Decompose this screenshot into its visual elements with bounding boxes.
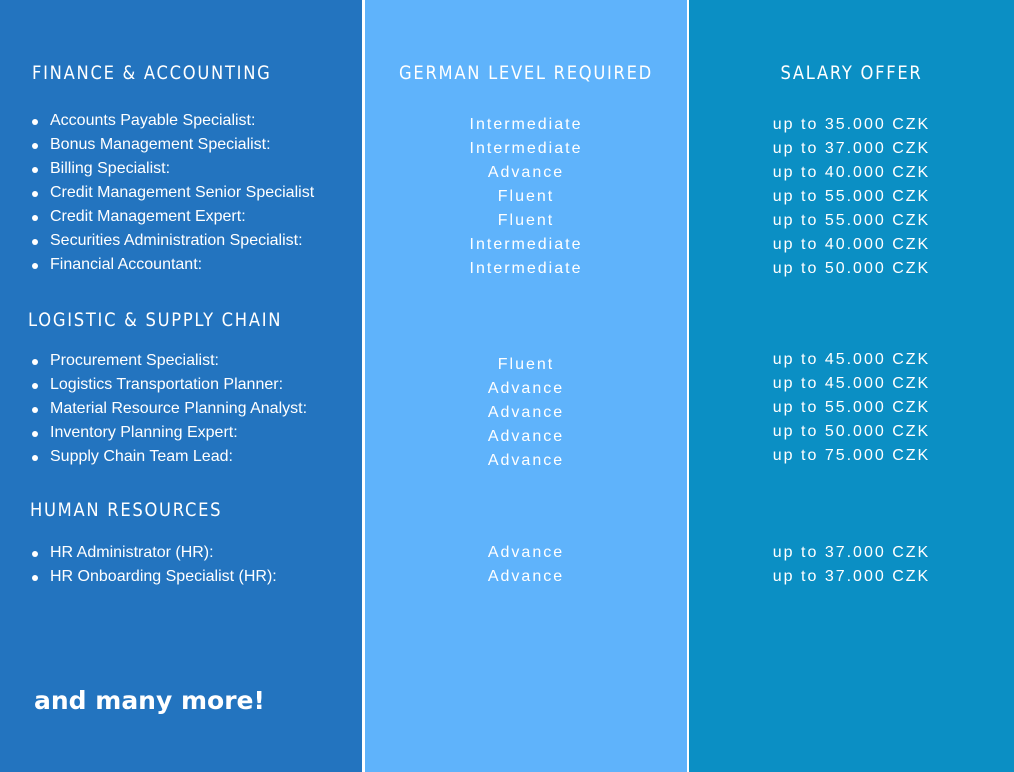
list-item: Billing Specialist: xyxy=(28,157,314,181)
list-item: up to 45.000 CZK xyxy=(772,351,931,368)
list-item: up to 55.000 CZK xyxy=(772,188,931,205)
logistic-heading: LOGISTIC & SUPPLY CHAIN xyxy=(28,309,283,331)
list-item: up to 45.000 CZK xyxy=(772,375,931,392)
finance-heading: FINANCE & ACCOUNTING xyxy=(32,62,272,84)
logistic-salary-list xyxy=(689,348,1014,468)
finance-job-list xyxy=(28,109,314,277)
list-item: Intermediate xyxy=(469,236,583,253)
logistic-level-list xyxy=(365,353,687,473)
list-item: Fluent xyxy=(497,356,555,373)
list-item: Intermediate xyxy=(469,140,583,157)
list-item: up to 50.000 CZK xyxy=(772,423,931,440)
salary-heading: SALARY OFFER xyxy=(780,62,923,84)
list-item: Advance xyxy=(487,404,565,421)
logistic-job-list xyxy=(28,349,307,469)
list-item: Intermediate xyxy=(469,260,583,277)
list-item: Advance xyxy=(487,568,565,585)
list-item: Securities Administration Specialist: xyxy=(28,229,314,253)
list-item: up to 40.000 CZK xyxy=(772,236,931,253)
job-titles-column xyxy=(0,0,362,772)
list-item: up to 40.000 CZK xyxy=(772,164,931,181)
and-many-more-text: and many more! xyxy=(34,686,265,715)
german-level-column xyxy=(365,0,687,772)
list-item: Advance xyxy=(487,380,565,397)
list-item: Intermediate xyxy=(469,116,583,133)
list-item: Procurement Specialist: xyxy=(28,349,307,373)
list-item: HR Administrator (HR): xyxy=(28,541,277,565)
list-item: Accounts Payable Specialist: xyxy=(28,109,314,133)
finance-level-list xyxy=(365,113,687,281)
list-item: Financial Accountant: xyxy=(28,253,314,277)
list-item: Advance xyxy=(487,452,565,469)
list-item: Advance xyxy=(487,544,565,561)
hr-heading: HUMAN RESOURCES xyxy=(30,499,223,521)
list-item: Credit Management Senior Specialist xyxy=(28,181,314,205)
list-item: Material Resource Planning Analyst: xyxy=(28,397,307,421)
list-item: Fluent xyxy=(497,212,555,229)
list-item: Supply Chain Team Lead: xyxy=(28,445,307,469)
hr-job-list xyxy=(28,541,277,589)
finance-salary-list xyxy=(689,113,1014,281)
german-level-heading: GERMAN LEVEL REQUIRED xyxy=(399,62,653,84)
list-item: up to 50.000 CZK xyxy=(772,260,931,277)
list-item: Advance xyxy=(487,164,565,181)
list-item: Credit Management Expert: xyxy=(28,205,314,229)
list-item: up to 75.000 CZK xyxy=(772,447,931,464)
list-item: up to 37.000 CZK xyxy=(772,140,931,157)
list-item: Advance xyxy=(487,428,565,445)
list-item: up to 55.000 CZK xyxy=(772,212,931,229)
list-item: Logistics Transportation Planner: xyxy=(28,373,307,397)
list-item: up to 37.000 CZK xyxy=(772,544,931,561)
list-item: Fluent xyxy=(497,188,555,205)
list-item: Inventory Planning Expert: xyxy=(28,421,307,445)
list-item: up to 55.000 CZK xyxy=(772,399,931,416)
hr-salary-list xyxy=(689,541,1014,589)
hr-level-list xyxy=(365,541,687,589)
salary-column xyxy=(689,0,1014,772)
list-item: up to 37.000 CZK xyxy=(772,568,931,585)
list-item: HR Onboarding Specialist (HR): xyxy=(28,565,277,589)
list-item: up to 35.000 CZK xyxy=(772,116,931,133)
list-item: Bonus Management Specialist: xyxy=(28,133,314,157)
